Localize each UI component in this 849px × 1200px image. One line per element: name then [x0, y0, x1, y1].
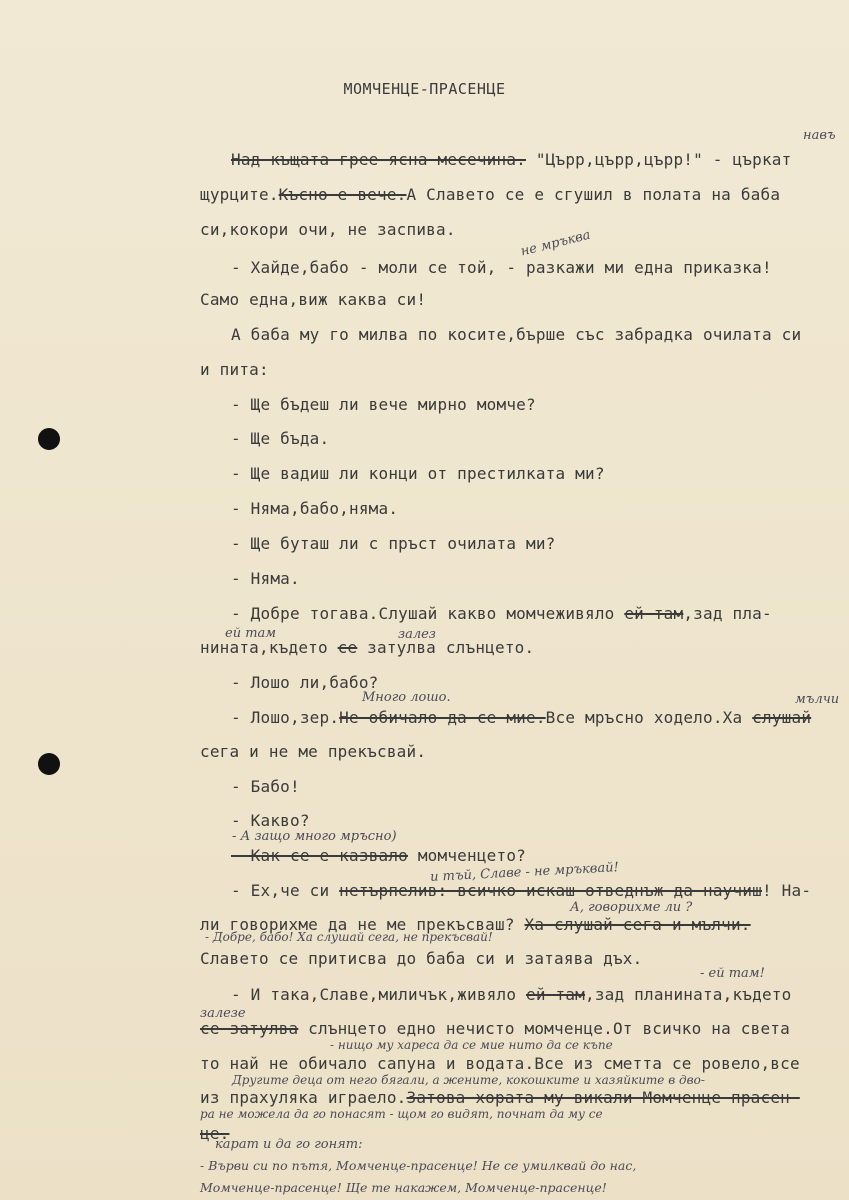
text-line — [231, 846, 526, 865]
text-line — [200, 1019, 790, 1038]
text-line: А баба му го милва по косите,бърше със забрадка очилата си — [231, 325, 802, 344]
struck-text: Затова хората му викали Момченце-прасен- — [406, 1088, 800, 1107]
handwritten-note: Другите деца от него бягали, а жените, кокошките и хазяйките в дво- — [232, 1073, 705, 1087]
handwritten-note: мълчи — [795, 692, 840, 707]
struck-text: се затулва — [200, 1019, 299, 1038]
struck-text: Късно е вече. — [278, 185, 407, 204]
line-text: из прахуляка играело. — [200, 1088, 407, 1107]
text-line: - Няма. — [231, 569, 300, 588]
handwritten-note: залез — [398, 627, 436, 642]
document-title: МОМЧЕНЦЕ-ПРАСЕНЦЕ — [343, 80, 506, 98]
struck-text: нетърпелив: всичко искаш отведнъж да научиш — [339, 881, 762, 900]
text-line — [231, 708, 811, 727]
line-text: слънцето едно нечисто момченце.От всичко на света — [298, 1019, 790, 1038]
line-text: нината,където — [200, 638, 338, 657]
handwritten-note: залезе — [200, 1006, 246, 1021]
handwritten-note: карат и да го гонят: — [215, 1137, 363, 1152]
text-line: Само една,виж каква си! — [200, 290, 427, 309]
text-line: це. — [200, 1124, 230, 1143]
text-line: - Няма,бабо,няма. — [231, 499, 399, 518]
text-line — [200, 1088, 800, 1107]
punch-hole — [38, 428, 60, 450]
text-line: - Лошо ли,бабо? — [231, 673, 379, 692]
line-text: ! На- — [761, 881, 812, 900]
handwritten-note: ра не можела да го понасят - щом го видят, почнат да му се — [200, 1107, 603, 1121]
text-line: - Ще вадиш ли конци от престилката ми? — [231, 464, 605, 483]
text-line: и пита: — [200, 360, 269, 379]
text-line — [231, 881, 811, 900]
line-text: "Църр,църр,църр!" - църкат — [525, 150, 792, 169]
line-text: А Славето се е сгушил в полата на баба — [406, 185, 781, 204]
struck-text: Над къщата грее ясна месечина. — [231, 150, 526, 169]
line-text: - И така,Славе,миличък,живяло — [231, 985, 526, 1004]
text-line: то най не обичало сапуна и водата.Все из сметта се ровело,все — [200, 1054, 800, 1073]
text-line: - Ще бъдеш ли вече мирно момче? — [231, 395, 536, 414]
line-text: Все мръсно ходело.Ха — [545, 708, 753, 727]
line-text: щурците. — [200, 185, 279, 204]
handwritten-note: - нищо му хареса да се мие нито да се къпе — [330, 1038, 613, 1052]
struck-text: Ха слушай сега и мълчи. — [524, 915, 751, 934]
line-text: затулва слънцето. — [357, 638, 535, 657]
text-line — [231, 150, 791, 169]
punch-hole — [38, 753, 60, 775]
line-text: ,зад пла- — [683, 604, 772, 623]
handwritten-note: ей там — [225, 626, 277, 641]
text-line — [231, 604, 772, 623]
line-text: - Лошо,зер. — [231, 708, 340, 727]
struck-text: - Как се е казвало — [231, 846, 408, 865]
line-text: живяло — [555, 604, 625, 623]
text-line: - Бабо! — [231, 777, 300, 796]
handwritten-note: и тъй, Славе - не мръквай! — [429, 860, 620, 885]
handwritten-note: Много лошо. — [362, 690, 451, 705]
handwritten-note: навъ — [803, 128, 836, 143]
handwritten-note: - Върви си по пътя, Момченце-прасенце! Не се умилквай до нас, — [200, 1158, 637, 1173]
text-line: - Хайде,бабо - моли се той, - разкажи ми една приказка! — [231, 258, 772, 277]
text-line: - Ще буташ ли с пръст очилата ми? — [231, 534, 556, 553]
line-text: - Добре тогава.Слушай какво момче — [231, 604, 556, 623]
line-text: ли говорихме да не ме прекъсваш? — [200, 915, 525, 934]
text-line: - Ще бъда. — [231, 429, 330, 448]
handwritten-note: Момченце-прасенце! Ще те накажем, Момченце-прасенце! — [200, 1180, 607, 1195]
text-line: си,кокори очи, не заспива. — [200, 220, 456, 239]
handwritten-note: не мръква — [519, 227, 592, 260]
struck-text: ей там — [624, 604, 684, 623]
handwritten-note: - Добре, бабо! Ха слушай сега, не прекъсвай! — [205, 930, 493, 944]
line-text: - Ех,че си — [231, 881, 340, 900]
text-line: - Какво? — [231, 811, 310, 830]
line-text: ,зад планината,където — [584, 985, 792, 1004]
text-line: Славето се притисва до баба си и затаява дъх. — [200, 949, 643, 968]
handwritten-note: - ей там! — [700, 966, 765, 981]
struck-text: Не обичало да се мие. — [339, 708, 546, 727]
struck-text: ей там — [525, 985, 585, 1004]
text-line — [200, 185, 780, 204]
struck-text: слушай — [752, 708, 812, 727]
struck-text: се — [337, 638, 358, 657]
handwritten-note: А, говорихме ли ? — [570, 900, 693, 915]
text-line — [231, 985, 791, 1004]
line-text: момченцето? — [408, 846, 526, 865]
handwritten-note: - А защо много мръсно) — [232, 829, 397, 844]
text-line: сега и не ме прекъсвай. — [200, 742, 427, 761]
